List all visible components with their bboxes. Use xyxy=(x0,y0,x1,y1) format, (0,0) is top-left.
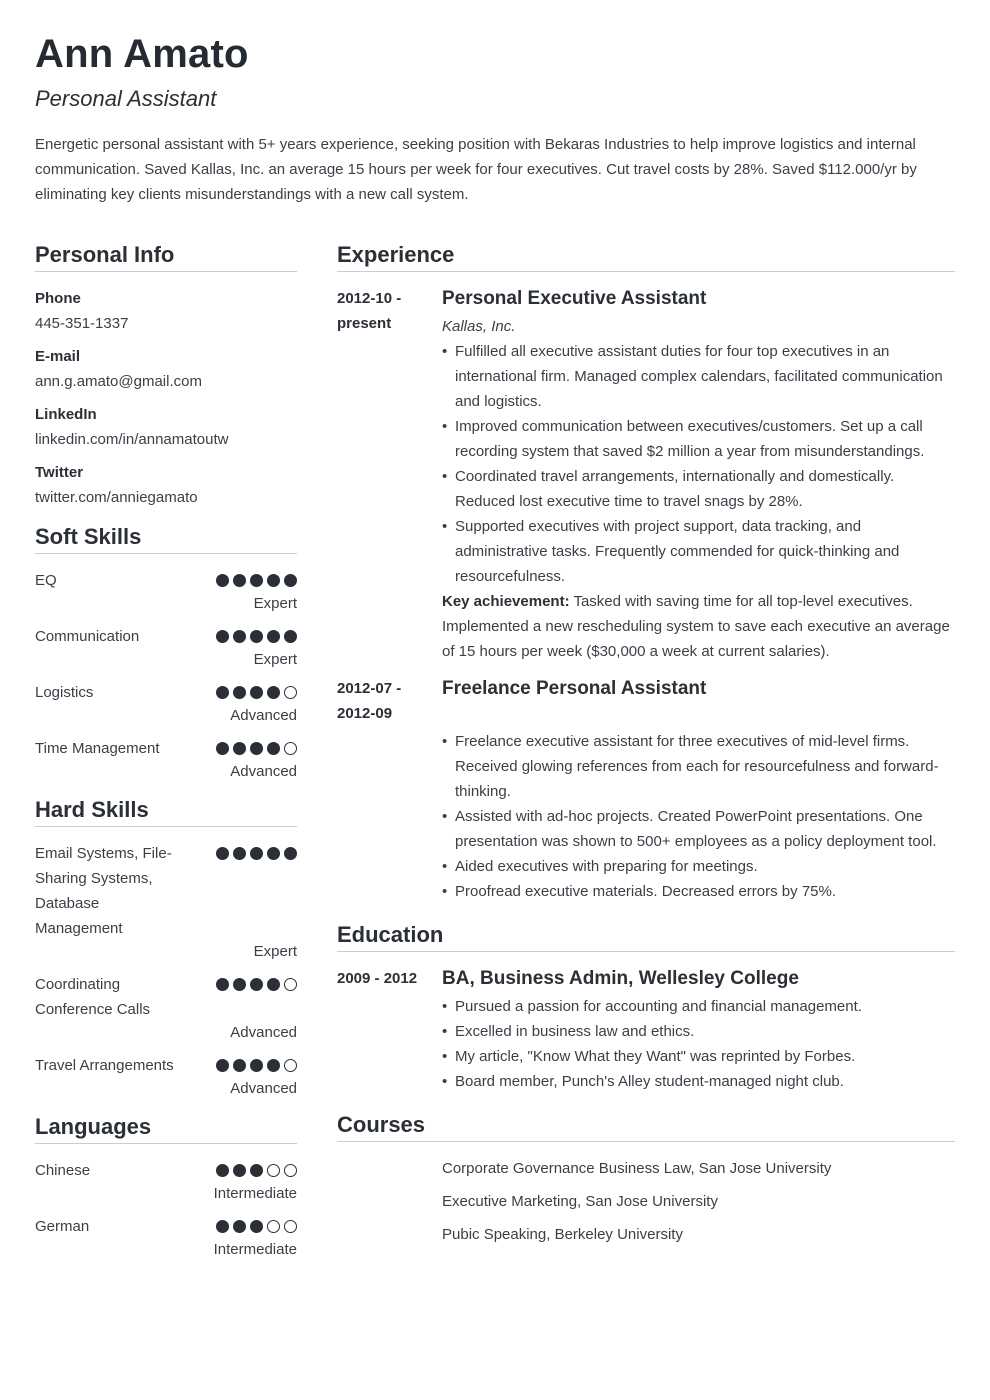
skill-name: EQ xyxy=(35,572,57,589)
experience-heading: Experience xyxy=(337,242,955,272)
rating-dot-filled xyxy=(233,574,246,587)
rating-dot-filled xyxy=(250,574,263,587)
rating-dot-filled xyxy=(216,1059,229,1072)
key-achievement xyxy=(442,589,955,664)
skill-name: Communication xyxy=(35,628,140,645)
skill-level: Advanced xyxy=(230,763,297,780)
skill-level: Advanced xyxy=(230,707,297,724)
rating-dots xyxy=(216,680,297,699)
rating-dot-filled xyxy=(216,1220,229,1233)
rating-dot-empty xyxy=(284,1059,297,1072)
skill-level: Expert xyxy=(253,595,297,612)
info-label: Phone xyxy=(35,290,81,307)
rating-dot-filled xyxy=(267,847,280,860)
rating-dot-filled xyxy=(250,630,263,643)
rating-dot-filled xyxy=(216,742,229,755)
summary-text: Energetic personal assistant with 5+ years experience, seeking position with Bekaras Industries to help improve logistics and internal communication. Saved Kallas, Inc. an average 15 hours per week for four executives. Cut travel costs by 28%. Saved $112.000/yr by eliminating key clients misunderstandings with a new call system. xyxy=(35,136,917,203)
rating-dot-filled xyxy=(233,978,246,991)
skill-item xyxy=(35,568,297,615)
rating-dot-empty xyxy=(284,1164,297,1177)
left-column xyxy=(35,242,297,1275)
skill-level: Advanced xyxy=(230,1080,297,1097)
entry-date: 2012-07 - 2012-09 xyxy=(337,680,402,722)
skill-name: Time Management xyxy=(35,740,160,757)
candidate-name: Ann Amato xyxy=(35,32,249,76)
skill-level: Advanced xyxy=(230,1024,297,1041)
languages-heading: Languages xyxy=(35,1114,297,1144)
rating-dots xyxy=(216,1214,297,1233)
rating-dot-filled xyxy=(250,686,263,699)
rating-dot-filled xyxy=(267,742,280,755)
bullet-item: • Fulfilled all executive assistant duties for four top executives in an international firm. Managed complex calendars, facilitated communication and logistics. xyxy=(442,339,955,414)
entry-title: Personal Executive Assistant xyxy=(442,288,707,309)
rating-dots xyxy=(216,1158,297,1177)
rating-dot-filled xyxy=(216,574,229,587)
bullet-item: • Assisted with ad-hoc projects. Created PowerPoint presentations. One presentation was shown to 500+ employees as a policy deployment tool. xyxy=(442,804,955,854)
info-label: E-mail xyxy=(35,348,81,365)
rating-dot-filled xyxy=(284,574,297,587)
skill-name: Logistics xyxy=(35,684,94,701)
rating-dot-filled xyxy=(267,686,280,699)
bullet-item: • Improved communication between executives/customers. Set up a call recording system that saved $2 million a year from misunderstandings. xyxy=(442,414,955,464)
entry-company: Kallas, Inc. xyxy=(442,318,516,335)
rating-dot-filled xyxy=(250,847,263,860)
language-name: German xyxy=(35,1218,90,1235)
rating-dot-filled xyxy=(216,686,229,699)
rating-dot-empty xyxy=(267,1164,280,1177)
experience-entry xyxy=(337,676,955,904)
entry-title: Freelance Personal Assistant xyxy=(442,678,707,699)
language-name: Chinese xyxy=(35,1162,91,1179)
rating-dots xyxy=(216,841,297,860)
bullet-item: • Proofread executive materials. Decreased errors by 75%. xyxy=(442,879,955,904)
education-heading: Education xyxy=(337,922,955,952)
courses-heading: Courses xyxy=(337,1112,955,1142)
rating-dot-filled xyxy=(284,847,297,860)
rating-dot-filled xyxy=(233,630,246,643)
experience-section xyxy=(337,242,955,904)
rating-dot-filled xyxy=(216,1164,229,1177)
language-item xyxy=(35,1214,297,1261)
rating-dot-empty xyxy=(284,742,297,755)
bullet-item: • Pursued a passion for accounting and financial management. xyxy=(442,994,955,1019)
achievement-label: Key achievement: xyxy=(442,593,570,610)
bullet-list xyxy=(442,339,955,589)
rating-dot-filled xyxy=(216,630,229,643)
soft-skills-section xyxy=(35,524,297,783)
info-label: LinkedIn xyxy=(35,406,97,423)
skill-item xyxy=(35,624,297,671)
rating-dot-filled xyxy=(250,1220,263,1233)
bullet-item: • Excelled in business law and ethics. xyxy=(442,1019,955,1044)
info-value: 445-351-1337 xyxy=(35,315,129,332)
bullet-list xyxy=(442,729,955,904)
rating-dots xyxy=(216,1053,297,1072)
personal-info-heading: Personal Info xyxy=(35,242,297,272)
rating-dot-filled xyxy=(267,630,280,643)
skill-name: Email Systems, File-Sharing Systems, Database Management xyxy=(35,845,172,937)
skill-item xyxy=(35,680,297,727)
entry-title: BA, Business Admin, Wellesley College xyxy=(442,968,799,989)
rating-dot-filled xyxy=(233,1220,246,1233)
skill-item xyxy=(35,841,297,963)
info-value: ann.g.amato@gmail.com xyxy=(35,373,202,390)
skill-level: Expert xyxy=(253,651,297,668)
rating-dot-empty xyxy=(284,1220,297,1233)
rating-dot-filled xyxy=(250,1059,263,1072)
info-item-email xyxy=(35,344,297,394)
language-level: Intermediate xyxy=(213,1185,297,1202)
candidate-title: Personal Assistant xyxy=(35,86,217,111)
course-item: Executive Marketing, San Jose University xyxy=(442,1193,718,1210)
rating-dot-filled xyxy=(267,978,280,991)
rating-dot-filled xyxy=(216,978,229,991)
rating-dot-filled xyxy=(267,574,280,587)
courses-section xyxy=(337,1112,955,1247)
education-section xyxy=(337,922,955,1094)
entry-date: 2009 - 2012 xyxy=(337,970,418,987)
rating-dot-empty xyxy=(267,1220,280,1233)
rating-dot-filled xyxy=(233,847,246,860)
skill-name: Coordinating Conference Calls xyxy=(35,976,151,1018)
education-entry xyxy=(337,966,955,1094)
rating-dot-filled xyxy=(250,1164,263,1177)
course-item: Pubic Speaking, Berkeley University xyxy=(442,1226,683,1243)
rating-dot-filled xyxy=(233,1164,246,1177)
info-value: twitter.com/anniegamato xyxy=(35,489,198,506)
language-item xyxy=(35,1158,297,1205)
skill-item xyxy=(35,736,297,783)
bullet-list xyxy=(442,994,955,1094)
info-item-twitter xyxy=(35,460,297,510)
rating-dots xyxy=(216,568,297,587)
skill-level: Expert xyxy=(253,943,297,960)
info-item-phone xyxy=(35,286,297,336)
bullet-item: • Supported executives with project support, data tracking, and administrative tasks. Frequently commended for quick-thinking and resourcefulness. xyxy=(442,514,955,589)
rating-dot-filled xyxy=(233,742,246,755)
language-level: Intermediate xyxy=(213,1241,297,1258)
info-label: Twitter xyxy=(35,464,84,481)
rating-dots xyxy=(216,736,297,755)
hard-skills-section xyxy=(35,797,297,1100)
rating-dot-empty xyxy=(284,978,297,991)
rating-dot-filled xyxy=(284,630,297,643)
rating-dot-filled xyxy=(216,847,229,860)
rating-dots xyxy=(216,624,297,643)
hard-skills-heading: Hard Skills xyxy=(35,797,297,827)
rating-dot-empty xyxy=(284,686,297,699)
bullet-item: • Coordinated travel arrangements, internationally and domestically. Reduced lost executive time to travel snags by 28%. xyxy=(442,464,955,514)
rating-dots xyxy=(216,972,297,991)
personal-info-section xyxy=(35,242,297,510)
languages-section xyxy=(35,1114,297,1261)
rating-dot-filled xyxy=(233,1059,246,1072)
bullet-item: • Board member, Punch's Alley student-managed night club. xyxy=(442,1069,955,1094)
experience-entry xyxy=(337,286,955,664)
course-item: Corporate Governance Business Law, San Jose University xyxy=(442,1160,832,1177)
soft-skills-heading: Soft Skills xyxy=(35,524,297,554)
bullet-item: • My article, "Know What they Want" was reprinted by Forbes. xyxy=(442,1044,955,1069)
skill-item xyxy=(35,1053,297,1100)
achievement-text: Tasked with saving time for all top-level executives. Implemented a new rescheduling system to save each executive an average of 15 hours per week ($30,000 a week at current salaries). xyxy=(442,593,950,660)
info-item-linkedin xyxy=(35,402,297,452)
entry-company xyxy=(442,704,955,729)
rating-dot-filled xyxy=(233,686,246,699)
entry-date: 2012-10 - present xyxy=(337,290,402,332)
right-column xyxy=(337,242,955,1265)
rating-dot-filled xyxy=(267,1059,280,1072)
rating-dot-filled xyxy=(250,742,263,755)
bullet-item: • Aided executives with preparing for meetings. xyxy=(442,854,955,879)
info-value: linkedin.com/in/annamatoutw xyxy=(35,431,229,448)
skill-name: Travel Arrangements xyxy=(35,1057,174,1074)
rating-dot-filled xyxy=(250,978,263,991)
bullet-item: • Freelance executive assistant for three executives of mid-level firms. Received glowing references from each for resourcefulness and forward-thinking. xyxy=(442,729,955,804)
skill-item xyxy=(35,972,297,1044)
